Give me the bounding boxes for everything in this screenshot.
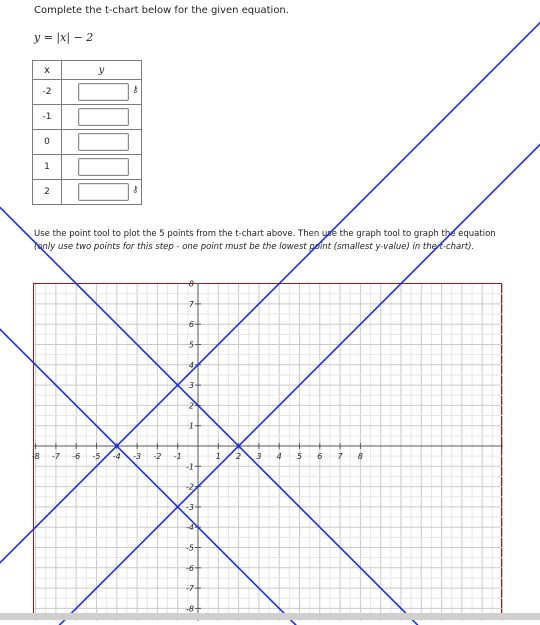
x-tick-label: 6: [317, 452, 323, 461]
coordinate-grid[interactable]: [31, 279, 503, 621]
instructions-graph-main: Use the point tool to plot the 5 points from the t-chart above. Then use the graph tool to graph the equation: [34, 229, 496, 239]
y-tick-label: 7: [188, 299, 194, 309]
y-tick-label: -5: [186, 543, 194, 553]
x-tick-label: -3: [133, 452, 142, 461]
x-tick-label: 3: [256, 452, 262, 461]
x-tick-label: 2: [236, 452, 242, 461]
y-value-input[interactable]: [78, 83, 129, 101]
y-value-input[interactable]: [78, 133, 129, 151]
x-value: 0: [33, 130, 62, 155]
graph-line: [0, 324, 540, 625]
x-tick-label: 4: [276, 452, 282, 461]
x-value: -1: [33, 105, 62, 130]
x-tick-label: 1: [215, 452, 221, 461]
tchart-header-y: y: [62, 61, 142, 80]
y-tick-label: 1: [188, 421, 194, 431]
horizontal-scrollbar[interactable]: [0, 613, 540, 620]
y-tick-label: -1: [186, 462, 194, 472]
y-value-input[interactable]: [78, 183, 129, 201]
graph-panel[interactable]: [31, 279, 502, 620]
table-row: [33, 105, 142, 130]
y-tick-label: -2: [186, 482, 194, 492]
x-tick-label: -7: [51, 452, 60, 461]
x-value: 2: [33, 180, 62, 205]
instructions-tchart: Complete the t-chart below for the given equation.: [34, 5, 289, 16]
x-tick-label: 7: [337, 452, 343, 461]
table-row: [33, 80, 142, 105]
y-tick-label: 4: [188, 360, 194, 370]
y-tick-label: -4: [186, 523, 194, 533]
x-tick-label: 8: [357, 452, 363, 461]
tchart-header-x: x: [33, 61, 62, 80]
key-icon[interactable]: ⚷: [132, 185, 139, 195]
instructions-graph-italic: (only use two points for this step - one point must be the lowest point (smallest y-value) in the t-chart).: [34, 242, 475, 252]
x-tick-label: -8: [31, 452, 40, 461]
x-tick-label: -4: [112, 452, 121, 461]
y-tick-label: 6: [188, 320, 194, 330]
y-tick-label: 2: [188, 401, 194, 411]
key-icon[interactable]: ⚷: [132, 85, 139, 95]
x-tick-label: 5: [296, 452, 303, 461]
x-tick-label: -2: [153, 452, 162, 461]
y-tick-label: 3: [188, 381, 194, 391]
y-tick-label: -8: [186, 604, 194, 614]
x-value: 1: [33, 155, 62, 180]
x-value: -2: [33, 80, 62, 105]
x-tick-label: -6: [72, 452, 81, 461]
y-value-input[interactable]: [78, 158, 129, 176]
table-row: [33, 155, 142, 180]
y-tick-label: -7: [186, 584, 194, 594]
y-tick-label: 8: [188, 279, 194, 289]
y-tick-label: -6: [186, 563, 194, 573]
table-row: [33, 180, 142, 205]
table-row: [33, 130, 142, 155]
y-tick-label: 5: [188, 340, 194, 350]
x-tick-label: -1: [173, 452, 182, 461]
y-value-input[interactable]: [78, 108, 129, 126]
x-tick-label: -5: [92, 452, 101, 461]
equation: y = |x| − 2: [34, 31, 94, 44]
y-tick-label: -3: [186, 502, 194, 512]
t-chart: [32, 60, 142, 205]
